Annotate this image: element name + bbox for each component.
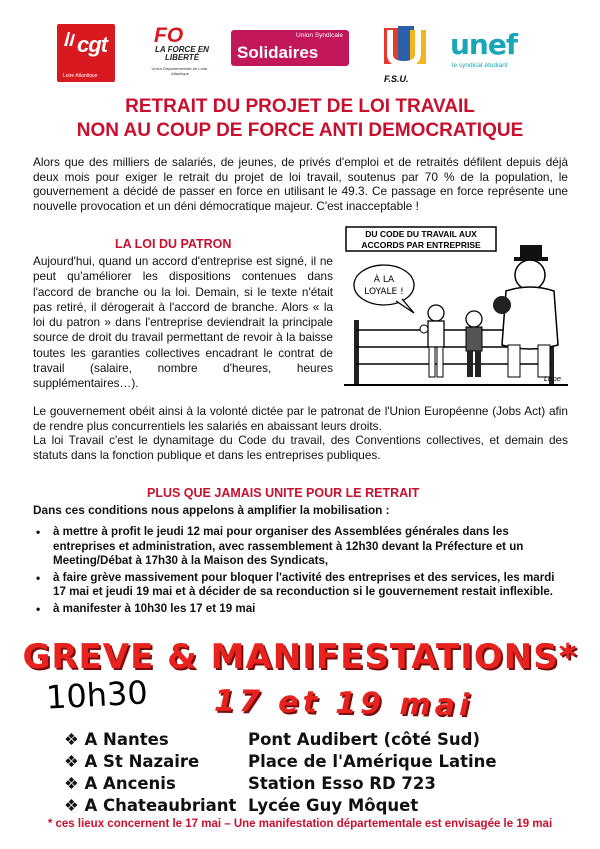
boxing-ring-cartoon	[344, 225, 568, 392]
manif-time: 10h30	[45, 673, 149, 717]
list-item-text: à faire grève massivement pour bloquer l'activité des entreprises et des services, les mardi 17 mai et jeudi 19 mai et à décider de sa reconduction si le gouvernement restait inflexible.	[53, 570, 555, 598]
bullet-icon: •	[36, 601, 41, 616]
mobilisation-list	[33, 525, 568, 618]
location-place: Pont Audibert (côté Sud)	[248, 730, 481, 749]
solidaires-logo-text: Solidaires	[237, 43, 319, 62]
fsu-logo	[380, 24, 432, 84]
location-place: Station Esso RD 723	[248, 774, 436, 793]
location-row	[64, 730, 564, 752]
fo-logo-text: FO	[154, 24, 184, 47]
list-item	[33, 602, 568, 617]
section-heading-loi-du-patron: LA LOI DU PATRON	[115, 237, 232, 251]
list-item-text: à mettre à profit le jeudi 12 mai pour organiser des Assemblées générales dans les entreprises et administration, avec rassemblement à 12h30 devant la Préfecture et un Meeting/Débat à 17h30 à la Maison des Syndicats,	[53, 525, 524, 567]
fo-logo-sub2: Union Départementale de Loire-Atlantique	[151, 66, 209, 76]
cgt-emblem-icon	[62, 30, 76, 48]
cartoon-signature: Lupe	[544, 375, 562, 383]
page-title-line2: NON AU COUP DE FORCE ANTI DEMOCRATIQUE	[76, 120, 524, 141]
page-title-line1: RETRAIT DU PROJET DE LOI TRAVAIL	[125, 96, 475, 117]
location-city-text: A Ancenis	[84, 774, 176, 793]
location-row	[64, 796, 564, 818]
section1-text: Aujourd'hui, quand un accord d'entreprise est signé, il ne peut qu'améliorer les dispositions contenues dans l'accord de branche ou la loi. Demain, si le texte n'était pas retiré, il dérogerait à l'accord de branche. Alors « la loi du patron » dans l'entreprise deviendrait la principale source de droit du travail permettant de revoir à la baisse toutes les garanties collectives encadrant le contrat de travail (salaire, nombre d'heures, heures supplémentaires…).	[33, 254, 333, 391]
location-city	[64, 796, 236, 815]
unef-logo	[450, 26, 540, 82]
location-city-text: A St Nazaire	[84, 752, 200, 771]
cgt-logo	[57, 24, 115, 82]
section2-intro: Dans ces conditions nous appelons à amplifier la mobilisation :	[33, 503, 390, 517]
location-city-text: A Nantes	[84, 730, 169, 749]
bullet-icon: •	[36, 570, 41, 585]
location-row	[64, 774, 564, 796]
fo-logo	[148, 24, 216, 80]
list-item	[33, 571, 568, 600]
intro-paragraph	[33, 155, 568, 213]
location-city	[64, 730, 169, 749]
location-city	[64, 774, 176, 793]
greve-headline: GREVE & MANIFESTATIONS*	[22, 637, 578, 677]
cartoon-caption-line1: DU CODE DU TRAVAIL AUX	[365, 229, 477, 239]
unef-logo-text: unef	[450, 28, 518, 61]
diamond-bullet-icon: ❖	[64, 730, 85, 749]
unef-logo-sub: le syndicat étudiant	[452, 62, 508, 69]
bullet-icon: •	[36, 525, 41, 539]
cartoon-bubble-line2: LOYALE !	[364, 287, 404, 297]
list-item-text: à manifester à 10h30 les 17 et 19 mai	[53, 601, 256, 615]
location-row	[64, 752, 564, 774]
cartoon-illustration	[344, 225, 568, 392]
diamond-bullet-icon: ❖	[64, 774, 85, 793]
solidaires-logo-union: Union Syndicale	[296, 32, 343, 39]
fo-logo-sub: LA FORCE EN LIBERTÉ	[155, 45, 209, 62]
cgt-logo-text: cgt	[77, 32, 107, 57]
location-place: Lycée Guy Môquet	[248, 796, 419, 815]
footnote: * ces lieux concernent le 17 mai – Une manifestation départementale est envisagée le 19 mai	[47, 818, 553, 830]
section-heading-unite: PLUS QUE JAMAIS UNITE POUR LE RETRAIT	[147, 486, 420, 500]
cartoon-bubble-line1: À LA	[373, 275, 395, 285]
list-item	[33, 525, 568, 569]
paragraph-jobs-act	[33, 404, 568, 462]
diamond-bullet-icon: ❖	[64, 752, 85, 771]
paragraph2-text: Le gouvernement obéit ainsi à la volonté dictée par le patronat de l'Union Européenne (Jobs Act) afin de rendre plus concurrentiels les salariés en abaissant leurs droits.	[33, 404, 568, 433]
intro-text: Alors que des milliers de salariés, de jeunes, de privés d'emploi et de retraités défilent depuis déjà deux mois pour exiger le retrait du projet de loi travail, soutenus par 70 % de la population, le gouvernement a décidé de passer en force en utilisant le 49.3. Ce passage en force représente une nouvelle provocation et un déni démocratique majeur. C'est inacceptable !	[33, 155, 568, 213]
fsu-logo-text: F.S.U.	[384, 74, 409, 84]
solidaires-logo	[231, 30, 349, 66]
fsu-emblem-icon	[380, 24, 432, 72]
location-city-text: A Chateaubriant	[84, 796, 237, 815]
location-place: Place de l'Amérique Latine	[248, 752, 497, 771]
diamond-bullet-icon: ❖	[64, 796, 85, 815]
location-city	[64, 752, 199, 771]
cartoon-caption-line2: ACCORDS PAR ENTREPRISE	[361, 240, 481, 250]
manif-dates: 17 et 19 mai	[213, 683, 474, 724]
cgt-logo-sub: Loire Atlantique	[63, 73, 98, 79]
paragraph3-text: La loi Travail c'est le dynamitage du Code du travail, des Conventions collectives, et demain des statuts dans la fonction publique et dans les entreprises publiques.	[33, 433, 568, 462]
